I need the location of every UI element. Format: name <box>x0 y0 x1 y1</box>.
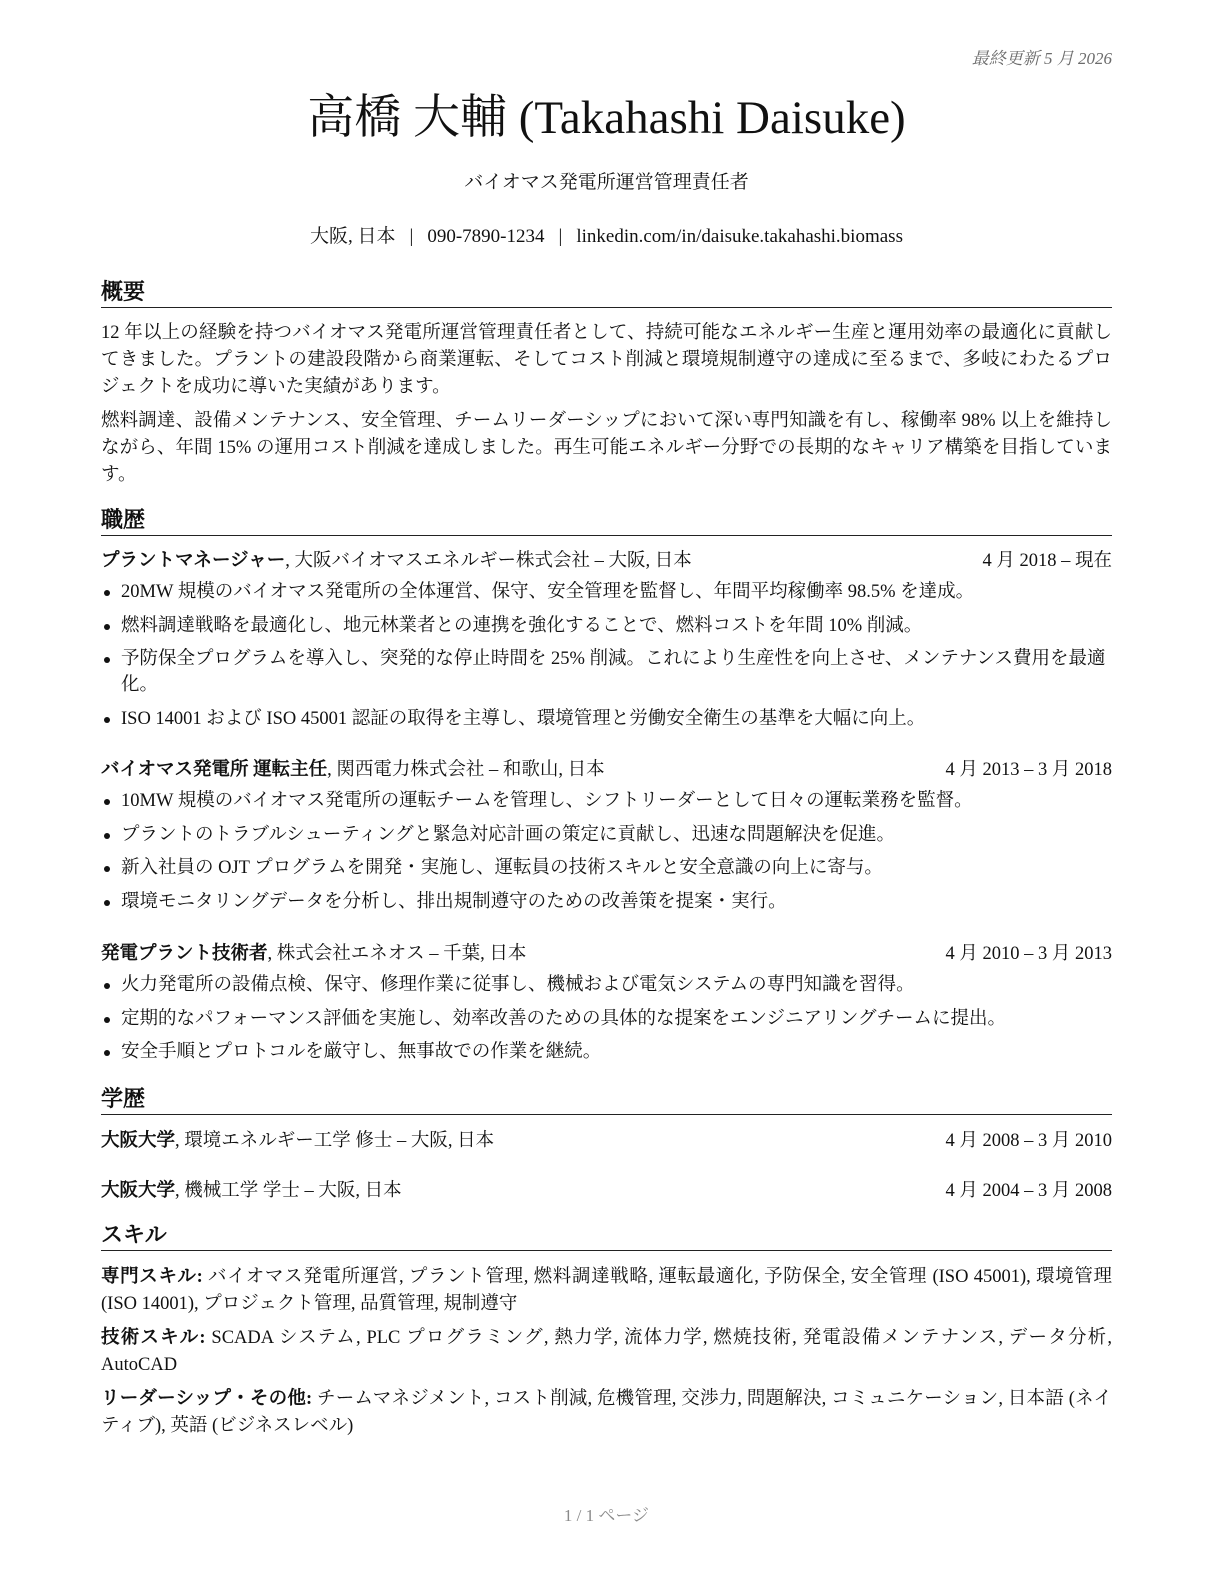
education-dates: 4 月 2004 – 3 月 2008 <box>945 1181 1112 1201</box>
list-item: 20MW 規模のバイオマス発電所の全体運営、保守、安全管理を監督し、年間平均稼働率 98.5% を達成。 <box>101 579 1112 605</box>
section-title-skills: スキル <box>101 1220 1112 1251</box>
job-role: プラントマネージャー <box>101 551 286 571</box>
list-item: ISO 14001 および ISO 45001 認証の取得を主導し、環境管理と労働安全衛生の基準を大幅に向上。 <box>101 706 1112 732</box>
job-dates: 4 月 2013 – 3 月 2018 <box>945 760 1112 780</box>
job-header <box>101 757 1112 783</box>
list-item: 定期的なパフォーマンス評価を実施し、効率改善のための具体的な提案をエンジニアリングチームに提出。 <box>101 1006 1112 1032</box>
education-item <box>101 1128 1112 1154</box>
skill-group <box>101 1386 1112 1440</box>
phone: 090-7890-1234 <box>427 226 545 247</box>
degree-detail: , 機械工学 学士 – 大阪, 日本 <box>175 1181 402 1201</box>
contact-separator: | <box>558 226 563 247</box>
summary-paragraph: 12 年以上の経験を持つバイオマス発電所運営管理責任者として、持続可能なエネルギー生産と運用効率の最適化に貢献してきました。プラントの建設段階から商業運転、そしてコスト削減と環境規制遵守の達成に至るまで、多岐にわたるプロジェクトを成功に導いた実績があります。 <box>101 323 1112 397</box>
education-dates: 4 月 2008 – 3 月 2010 <box>945 1131 1112 1151</box>
list-item: プラントのトラブルシューティングと緊急対応計画の策定に貢献し、迅速な問題解決を促進。 <box>101 822 1112 848</box>
job-role: バイオマス発電所 運転主任 <box>101 760 328 780</box>
skill-group <box>101 1264 1112 1318</box>
contact-separator: | <box>409 226 414 247</box>
section-title-experience: 職歴 <box>101 505 1112 536</box>
job-org: , 株式会社エネオス – 千葉, 日本 <box>267 944 527 964</box>
list-item: 10MW 規模のバイオマス発電所の運転チームを管理し、シフトリーダーとして日々の運転業務を監督。 <box>101 788 1112 814</box>
job-bullets <box>101 972 1112 1073</box>
page-number: 1 / 1 ページ <box>563 1506 650 1525</box>
list-item: 新入社員の OJT プログラムを開発・実施し、運転員の技術スキルと安全意識の向上に寄与。 <box>101 855 1112 881</box>
list-item: 安全手順とプロトコルを厳守し、無事故での作業を継続。 <box>101 1039 1112 1065</box>
contact-line <box>101 224 1112 250</box>
list-item: 燃料調達戦略を最適化し、地元林業者との連携を強化することで、燃料コストを年間 10% 削減。 <box>101 613 1112 639</box>
degree-detail: , 環境エネルギー工学 修士 – 大阪, 日本 <box>175 1131 495 1151</box>
job-dates: 4 月 2010 – 3 月 2013 <box>945 944 1112 964</box>
location: 大阪, 日本 <box>310 226 396 247</box>
skill-label: 専門スキル: <box>101 1267 203 1287</box>
skill-text: バイオマス発電所運営, プラント管理, 燃料調達戦略, 運転最適化, 予防保全, 安全管理 (ISO 45001), 環境管理 (ISO 14001), プロジェクト管理, 品質管理, 規制遵守 <box>101 1267 1112 1314</box>
school-name: 大阪大学 <box>101 1131 176 1151</box>
job-title: バイオマス発電所運営管理責任者 <box>464 172 749 193</box>
last-updated: 最終更新 5 月 2026 <box>971 49 1112 68</box>
job-role: 発電プラント技術者 <box>101 944 268 964</box>
skill-text: チームマネジメント, コスト削減, 危機管理, 交渉力, 問題解決, コミュニケーション, 日本語 (ネイティブ), 英語 (ビジネスレベル) <box>101 1389 1113 1436</box>
section-title-summary: 概要 <box>101 277 1112 308</box>
list-item: 予防保全プログラムを導入し、突発的な停止時間を 25% 削減。これにより生産性を向上させ、メンテナンス費用を最適化。 <box>101 646 1112 698</box>
linkedin-link[interactable]: linkedin.com/in/daisuke.takahashi.biomass <box>576 226 903 247</box>
job-header <box>101 941 1112 967</box>
resume-page <box>101 0 1112 1584</box>
section-title-education: 学歴 <box>101 1084 1112 1115</box>
education-item <box>101 1178 1112 1204</box>
skill-label: リーダーシップ・その他: <box>101 1389 313 1409</box>
job-bullets <box>101 579 1112 739</box>
list-item: 火力発電所の設備点検、保守、修理作業に従事し、機械および電気システムの専門知識を習得。 <box>101 972 1112 998</box>
candidate-name: 高橋 大輔 (Takahashi Daisuke) <box>307 92 906 144</box>
job-org: , 関西電力株式会社 – 和歌山, 日本 <box>327 760 605 780</box>
job-header <box>101 548 1112 574</box>
job-org: , 大阪バイオマスエネルギー株式会社 – 大阪, 日本 <box>285 551 692 571</box>
summary-paragraph: 燃料調達、設備メンテナンス、安全管理、チームリーダーシップにおいて深い専門知識を有し、稼働率 98% 以上を維持しながら、年間 15% の運用コスト削減を達成しました。再生可能エネルギー分野での長期的なキャリア構築を目指しています。 <box>101 411 1112 485</box>
list-item: 環境モニタリングデータを分析し、排出規制遵守のための改善策を提案・実行。 <box>101 889 1112 915</box>
job-bullets <box>101 788 1112 922</box>
skill-text: SCADA システム, PLC プログラミング, 熱力学, 流体力学, 燃焼技術, 発電設備メンテナンス, データ分析, AutoCAD <box>101 1328 1113 1375</box>
school-name: 大阪大学 <box>101 1181 176 1201</box>
job-dates: 4 月 2018 – 現在 <box>982 551 1112 571</box>
skill-group <box>101 1325 1112 1379</box>
skill-label: 技術スキル: <box>101 1328 206 1348</box>
